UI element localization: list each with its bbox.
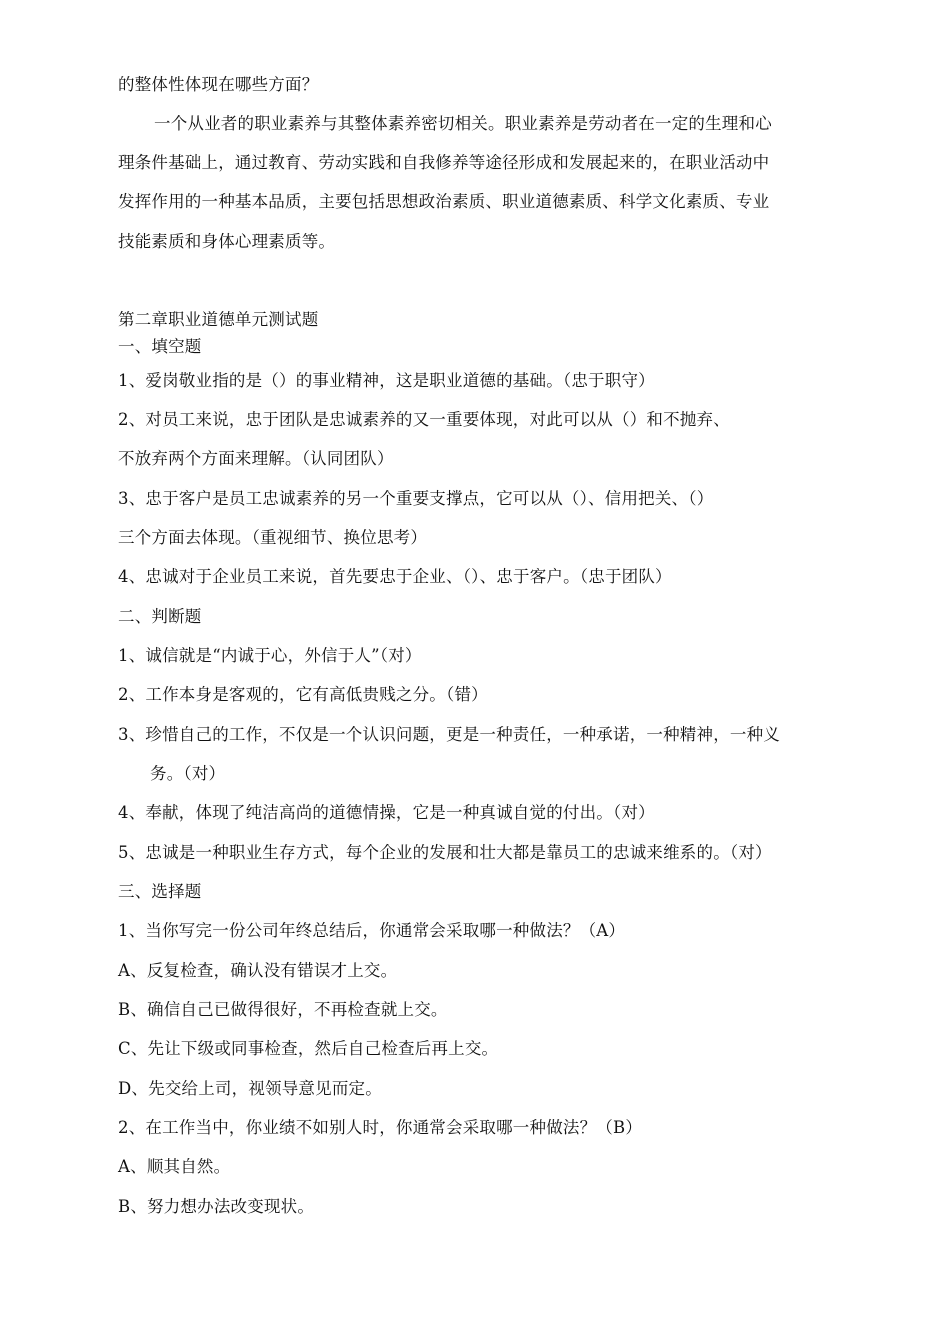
true-false-line: 4、奉献，体现了纯洁高尚的道德情操，它是一种真诚自觉的付出。（对） [118, 803, 655, 822]
choice-line: B、确信自己已做得很好，不再检查就上交。 [118, 1000, 448, 1019]
choice-line: D、先交给上司，视领导意见而定。 [118, 1079, 382, 1098]
section-heading-fill-blank: 一、填空题 [118, 337, 202, 356]
chapter-title: 第二章职业道德单元测试题 [118, 310, 319, 329]
true-false-line: 务。（对） [150, 764, 226, 783]
true-false-line: 3、珍惜自己的工作，不仅是一个认识问题，更是一种责任，一种承诺，一种精神，一种义 [118, 725, 780, 744]
answer-line: 一个从业者的职业素养与其整体素养密切相关。职业素养是劳动者在一定的生理和心 [154, 114, 772, 133]
section-heading-choice: 三、选择题 [118, 882, 202, 901]
section-heading-true-false: 二、判断题 [118, 607, 202, 626]
choice-line: A、顺其自然。 [118, 1157, 231, 1176]
fill-blank-line: 1、爱岗敬业指的是（）的事业精神，这是职业道德的基础。（忠于职守） [118, 371, 655, 390]
fill-blank-line: 三个方面去体现。（重视细节、换位思考） [118, 528, 428, 547]
choice-line: 1、当你写完一份公司年终总结后，你通常会采取哪一种做法？（A） [118, 921, 626, 940]
true-false-line: 5、忠诚是一种职业生存方式，每个企业的发展和壮大都是靠员工的忠诚来维系的。（对） [118, 843, 772, 862]
answer-line: 理条件基础上，通过教育、劳动实践和自我修养等途径形成和发展起来的，在职业活动中 [118, 153, 770, 172]
answer-line: 发挥作用的一种基本品质，主要包括思想政治素质、职业道德素质、科学文化素质、专业 [118, 192, 770, 211]
choice-line: C、先让下级或同事检查，然后自己检查后再上交。 [118, 1039, 499, 1058]
answer-line: 技能素质和身体心理素质等。 [118, 232, 336, 251]
choice-line: 2、在工作当中，你业绩不如别人时，你通常会采取哪一种做法？（B） [118, 1118, 643, 1137]
question-tail: 的整体性体现在哪些方面？ [118, 75, 319, 94]
choice-line: B、努力想办法改变现状。 [118, 1197, 315, 1216]
fill-blank-line: 3、忠于客户是员工忠诚素养的另一个重要支撑点，它可以从（）、信用把关、（） [118, 489, 714, 508]
true-false-line: 2、工作本身是客观的，它有高低贵贱之分。（错） [118, 685, 488, 704]
fill-blank-line: 2、对员工来说，忠于团队是忠诚素养的又一重要体现，对此可以从（）和不抛弃、 [118, 410, 730, 429]
choice-line: A、反复检查，确认没有错误才上交。 [118, 961, 398, 980]
fill-blank-line: 4、忠诚对于企业员工来说，首先要忠于企业、（）、忠于客户。（忠于团队） [118, 567, 672, 586]
fill-blank-line: 不放弃两个方面来理解。（认同团队） [118, 449, 394, 468]
true-false-line: 1、诚信就是“内诚于心，外信于人”（对） [118, 646, 422, 665]
